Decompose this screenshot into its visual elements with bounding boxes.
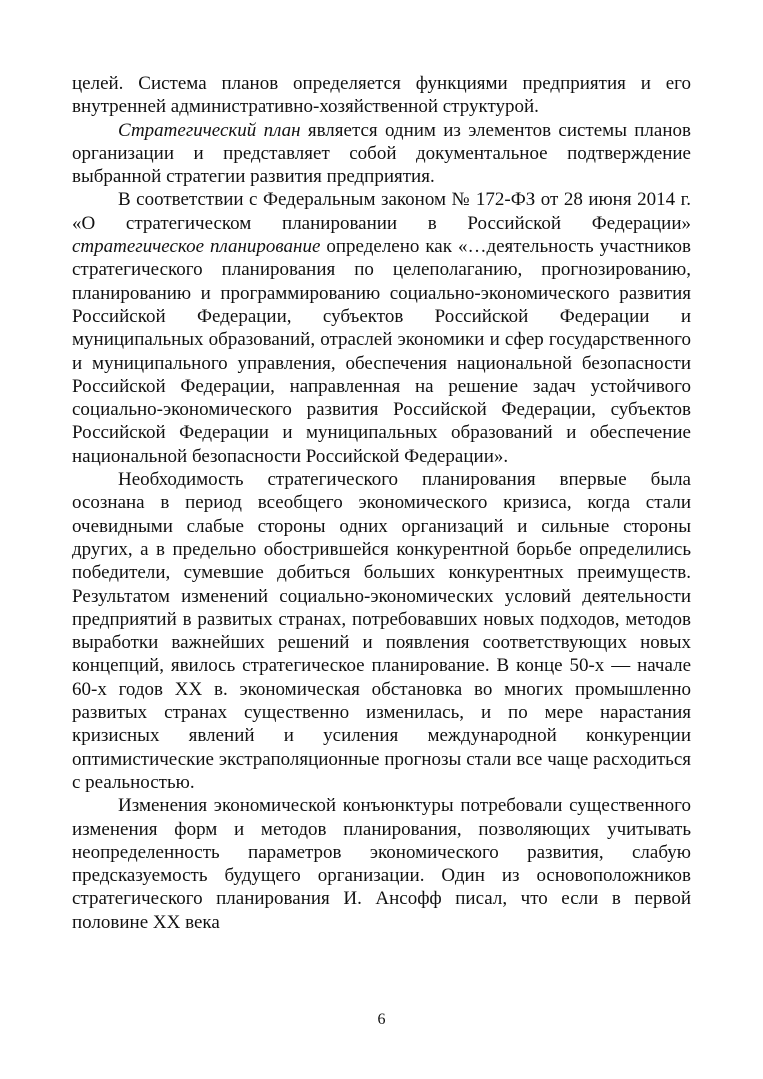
paragraph-3 — [72, 468, 691, 794]
paragraph-0-text: целей. Система планов определяется функциями предприятия и его внутренней административно-хозяйственной структурой. — [72, 73, 691, 118]
paragraph-1-text: является одним из элементов системы планов организации и представляет собой документальное подтверждение выбранной стратегии развития предприятия. — [72, 119, 691, 188]
paragraph-2-text-b: определено как «…деятельность участников стратегического планирования по целеполаганию, прогнозированию, планированию и программированию социально-экономического развития Российской Федерации, субъектов Российской Федерации и муниципальных образований, отраслей экономики и сфер государственного и муниципального управления, обеспечения национальной безопасности Российской Федерации, направленная на решение задач устойчивого социально-экономического развития Российской Федерации, субъектов Российской Федерации и муниципальных образований и обеспечение национальной безопасности Российской Федерации». — [72, 236, 691, 467]
page-number: 6 — [377, 1011, 386, 1028]
paragraph-2 — [72, 188, 691, 468]
paragraph-4-text: Изменения экономической конъюнктуры потребовали существенного изменения форм и методов планирования, позволяющих учитывать неопределенность параметров экономического развития, слабую предсказуемость будущего организации. Один из основоположников стратегического планирования И. Ансофф писал, что если в первой половине XX века — [72, 795, 691, 933]
document-page — [72, 72, 691, 934]
paragraph-4 — [72, 794, 691, 934]
paragraph-3-text: Необходимость стратегического планирования впервые была осознана в период всеобщего экономического кризиса, когда стали очевидными слабые стороны одних организаций и сильные стороны других, а в предельно обострившейся конкурентной борьбе определились победители, сумевшие добиться больших конкурентных преимуществ. Результатом изменений социально-экономических условий деятельности предприятий в развитых странах, потребовавших новых подходов, методов выработки важнейших решений и появления соответствующих новых концепций, явилось стратегическое планирование. В конце 50-х — начале 60-х годов XX в. экономическая обстановка во многих промышленно развитых странах существенно изменилась, и по мере нарастания кризисных явлений и усиления международной конкуренции оптимистические экстраполяционные прогнозы стали все чаще расходиться с реальностью. — [72, 469, 691, 793]
term-strategic-planning: стратегическое планирование — [72, 236, 321, 258]
paragraph-0 — [72, 72, 691, 119]
term-strategic-plan: Стратегический план — [118, 119, 301, 141]
paragraph-1 — [72, 119, 691, 189]
paragraph-2-text-a: В соответствии с Федеральным законом № 172-ФЗ от 28 июня 2014 г. «О стратегическом планировании в Российской Федерации» — [72, 189, 691, 234]
